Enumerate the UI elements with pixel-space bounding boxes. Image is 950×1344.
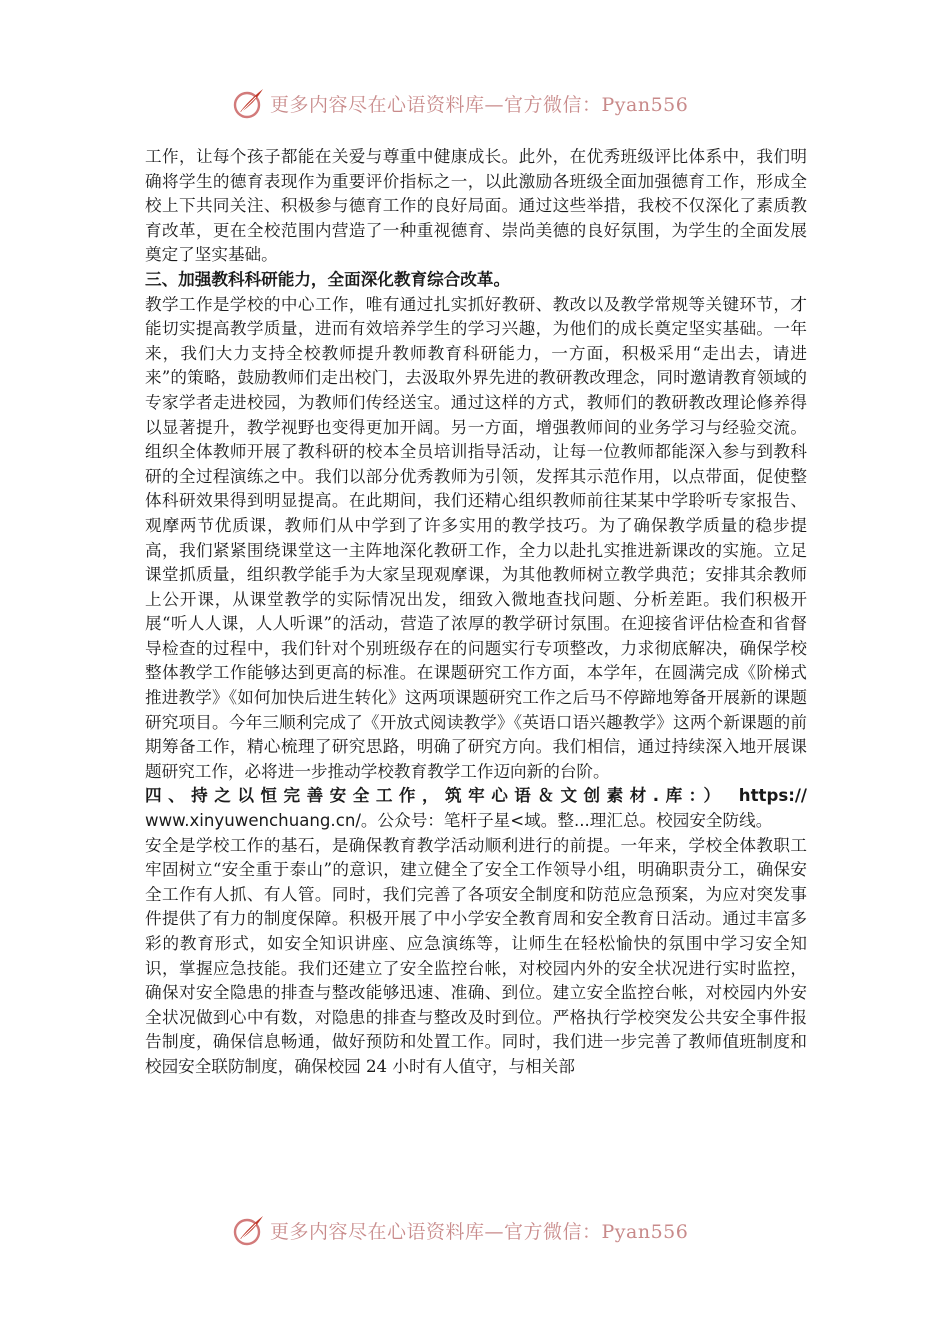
header-banner: [232, 85, 752, 121]
header-banner-text: 更多内容尽在心语资料库—官方微信：Pyan556: [270, 93, 689, 116]
section-heading-4-line1: 四、持之以恒完善安全工作，筑牢心语＆文创素材.库：） https://: [145, 786, 807, 806]
paragraph-section-4: 安全是学校工作的基石，是确保教育教学活动顺利进行的前提。一年来，学校全体教职工牢固树立“安全重于泰山”的意识，建立健全了安全工作领导小组，明确职责分工，确保安全工作有人抓、有人管。同时，我们完善了各项安全制度和防范应急预案，为应对突发事件提供了有力的制度保障。积极开展了中小学安全教育周和安全教育日活动。通过丰富多彩的教育形式，如安全知识讲座、应急演练等，让师生在轻松愉快的氛围中学习安全知识，掌握应急技能。我们还建立了安全监控台帐，对校园内外的安全状况进行实时监控，确保对安全隐患的排查与整改能够迅速、准确、到位。建立安全监控台帐，对校园内外安全状况做到心中有数，对隐患的排查与整改及时到位。严格执行学校突发公共安全事件报告制度，确保信息畅通，做好预防和处置工作。同时，我们进一步完善了教师值班制度和校园安全联防制度，确保校园 24 小时有人值守，与相关部: [145, 835, 807, 1076]
quill-logo-icon: [232, 1213, 266, 1247]
quill-logo-icon: [232, 86, 266, 120]
paragraph-intro: 工作，让每个孩子都能在关爱与尊重中健康成长。此外，在优秀班级评比体系中，我们明确将学生的德育表现作为重要评价指标之一，以此激励各班级全面加强德育工作，形成全校上下共同关注、积极参与德育工作的良好局面。通过这些举措，我校不仅深化了素质教育改革，更在全校范围内营造了一种重视德育、崇尚美德的良好氛围，为学生的全面发展奠定了坚实基础。: [145, 147, 807, 265]
footer-banner-text: 更多内容尽在心语资料库—官方微信：Pyan556: [270, 1220, 689, 1243]
paragraph-section-3: 教学工作是学校的中心工作，唯有通过扎实抓好教研、教改以及教学常规等关键环节，才能切实提高教学质量，进而有效培养学生的学习兴趣，为他们的成长奠定坚实基础。一年来，我们大力支持全校教师提升教师教育科研能力，一方面，积极采用“走出去，请进来”的策略，鼓励教师们走出校门，去汲取外界先进的教研教改理念，同时邀请教育领域的专家学者走进校园，为教师们传经送宝。通过这样的方式，教师们的教研教改理论修养得以显著提升，教学视野也变得更加开阔。另一方面，增强教师间的业务学习与经验交流。组织全体教师开展了教科研的校本全员培训指导活动，让每一位教师都能深入参与到教科研的全过程演练之中。我们以部分优秀教师为引领，发挥其示范作用，以点带面，促使整体科研效果得到明显提高。在此期间，我们还精心组织教师前往某某中学聆听专家报告、观摩两节优质课，教师们从中学到了许多实用的教学技巧。为了确保教学质量的稳步提高，我们紧紧围绕课堂这一主阵地深化教研工作，全力以赴扎实推进新课改的实施。立足课堂抓质量，组织教学能手为大家呈现观摩课，为其他教师树立教学典范；安排其余教师上公开课，从课堂教学的实际情况出发，细致入微地查找问题、分析差距。我们积极开展“听人人课，人人听课”的活动，营造了浓厚的教学研讨氛围。在迎接省评估检查和省督导检查的过程中，我们针对个别班级存在的问题实行专项整改，力求彻底解决，确保学校整体教学工作能够达到更高的标准。在课题研究工作方面，本学年，在圆满完成《阶梯式推进教学》《如何加快后进生转化》这两项课题研究工作之后马不停蹄地筹备开展新的课题研究项目。今年三顺利完成了《开放式阅读教学》《英语口语兴趣教学》这两个新课题的前期筹备工作，精心梳理了研究思路，明确了研究方向。我们相信，通过持续深入地开展课题研究工作，必将进一步推动学校教育教学工作迈向新的台阶。: [145, 294, 807, 781]
footer-banner: [232, 1212, 752, 1248]
section-heading-3: 三、加强教科科研能力，全面深化教育综合改革。: [145, 269, 511, 289]
document-body: [145, 145, 807, 1080]
section-heading-4-line2: www.xinyuwenchuang.cn/。公众号：笔杆子星<域。整...理汇总。校园安全防线。: [145, 811, 773, 831]
